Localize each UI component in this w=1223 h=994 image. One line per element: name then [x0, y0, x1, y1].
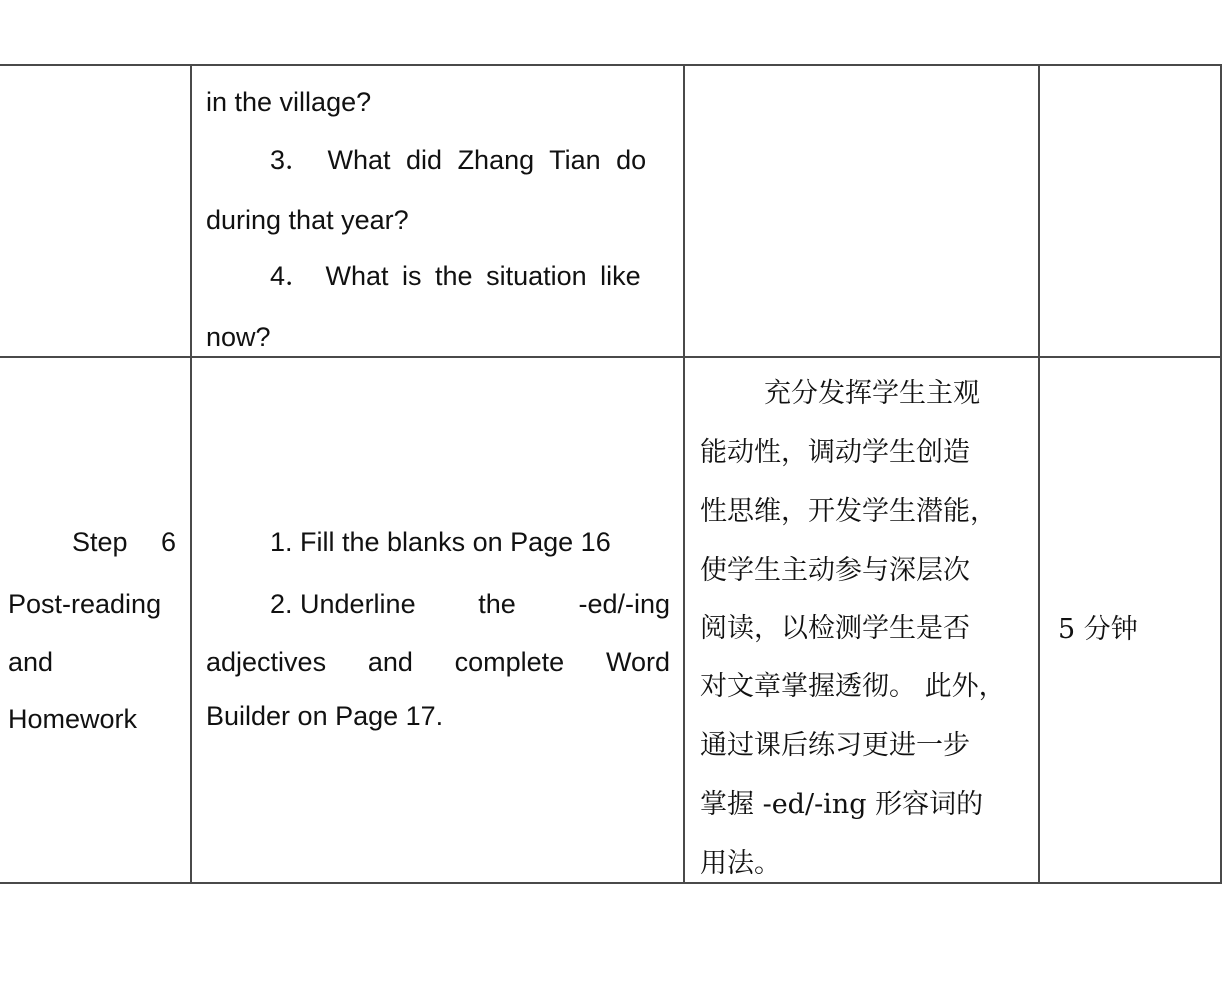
- question-line: during that year?: [206, 205, 409, 235]
- purpose-line: 能动性，调动学生创造: [700, 437, 970, 468]
- purpose-line: 性思维，开发学生潜能，: [700, 496, 997, 527]
- activity-word: complete: [454, 647, 565, 677]
- column-divider-1: [190, 64, 192, 884]
- step-number: 6: [160, 527, 176, 557]
- activity-word: Word: [605, 647, 670, 677]
- purpose-line: 通过课后练习更进一步: [700, 730, 970, 761]
- column-divider-2: [683, 64, 685, 884]
- table-border-right: [1220, 64, 1222, 884]
- column-divider-3: [1038, 64, 1040, 884]
- purpose-line: 用法。: [700, 848, 781, 879]
- activity-line: [270, 588, 670, 620]
- purpose-line: 充分发挥学生主观: [764, 378, 980, 409]
- purpose-line: 掌握 -ed/-ing 形容词的: [700, 789, 984, 820]
- step-label: [72, 526, 176, 558]
- question-line: in the village?: [206, 87, 372, 117]
- question-line: 4． What is the situation like: [270, 261, 641, 291]
- question-line: now?: [206, 322, 271, 352]
- activity-line: 1. Fill the blanks on Page 16: [270, 527, 611, 557]
- activity-word: and: [367, 647, 413, 677]
- purpose-line: 对文章掌握透彻。 此外，: [700, 671, 1006, 702]
- activity-word: 2. Underline: [270, 589, 416, 619]
- activity-word: adjectives: [206, 647, 327, 677]
- purpose-line: 使学生主动参与深层次: [700, 555, 970, 586]
- stage-name: Homework: [8, 704, 138, 734]
- duration-cell: 5 分钟: [1058, 614, 1138, 645]
- stage-name: Post-reading: [8, 589, 162, 619]
- purpose-line: 阅读，以检测学生是否: [700, 613, 970, 644]
- activity-word: the: [478, 589, 516, 619]
- step-word: Step: [72, 527, 128, 557]
- activity-line: Builder on Page 17.: [206, 701, 444, 731]
- activity-line: [206, 646, 670, 678]
- stage-name: and: [8, 647, 54, 677]
- question-line: 3． What did Zhang Tian do: [270, 145, 647, 175]
- activity-word: -ed/-ing: [578, 589, 670, 619]
